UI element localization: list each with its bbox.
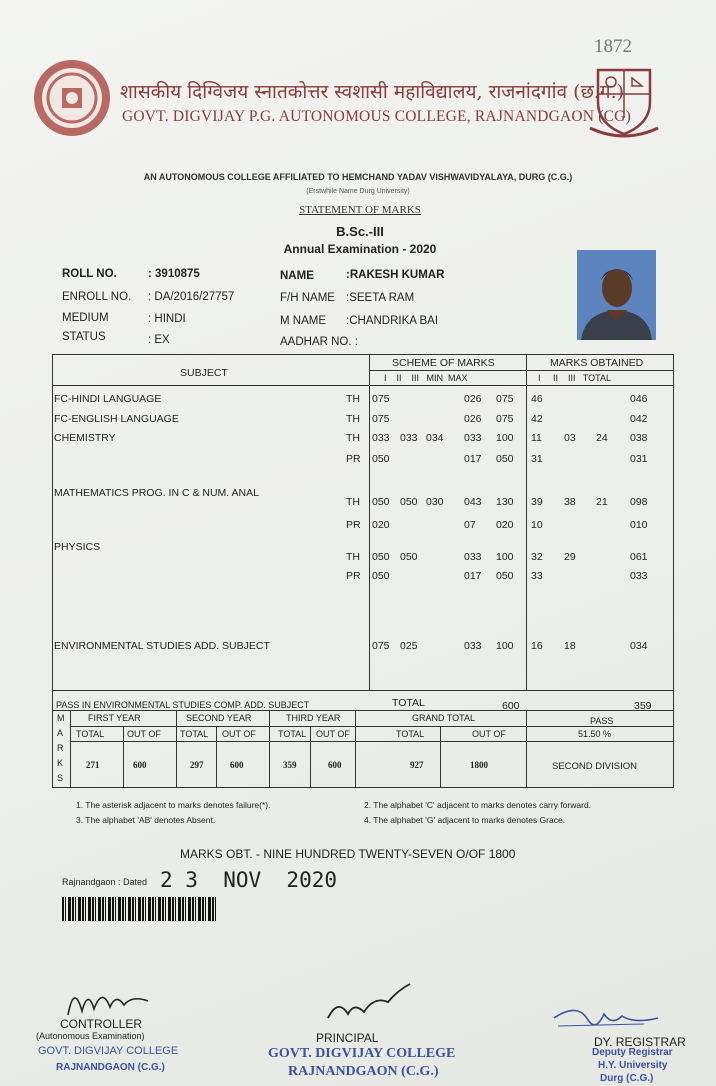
marks-in-words: MARKS OBT. - NINE HUNDRED TWENTY-SEVEN O/OF 1800 <box>180 847 516 861</box>
mark-total: 033 <box>630 570 648 582</box>
mark-max: 050 <box>496 570 514 582</box>
mark-s1: 033 <box>372 432 390 444</box>
sy-outof: 600 <box>230 760 244 770</box>
medium-value: : HINDI <box>148 313 186 325</box>
mark-s2: 033 <box>400 432 418 444</box>
mark-o3: 21 <box>596 496 608 508</box>
subject-name: ENVIRONMENTAL STUDIES ADD. SUBJECT <box>54 640 270 652</box>
principal-title: PRINCIPAL <box>316 1031 379 1045</box>
grand-total-header: GRAND TOTAL <box>412 713 476 723</box>
name-value: :RAKESH KUMAR <box>346 269 445 281</box>
sy-total: 297 <box>190 760 204 770</box>
mark-total: 038 <box>630 432 648 444</box>
mark-s2: 025 <box>400 640 418 652</box>
note-3: 3. The alphabet 'AB' denotes Absent. <box>76 815 216 825</box>
mark-s1: 075 <box>372 640 390 652</box>
mark-min: 033 <box>464 551 482 563</box>
mark-max: 075 <box>496 393 514 405</box>
scheme-header: SCHEME OF MARKS <box>392 357 495 369</box>
mark-min: 033 <box>464 640 482 652</box>
mark-o1: 39 <box>531 496 543 508</box>
medium-label: MEDIUM <box>62 312 109 324</box>
mark-min: 07 <box>464 519 476 531</box>
remarks-letter: S <box>57 773 64 783</box>
percentage: 51.50 % <box>578 729 612 739</box>
mark-total: 046 <box>630 393 648 405</box>
mark-max: 100 <box>496 640 514 652</box>
status-value: : EX <box>148 334 170 346</box>
mark-type: PR <box>346 453 361 465</box>
remarks-letter: A <box>57 728 64 738</box>
aadhar-label: AADHAR NO. : <box>280 336 358 348</box>
registrar-stamp-line2: H.Y. University <box>598 1060 668 1071</box>
registrar-signature <box>548 998 668 1038</box>
mark-total: 010 <box>630 519 648 531</box>
ty-total: 359 <box>283 760 297 770</box>
mark-o3: 24 <box>596 432 608 444</box>
gt-outof-sub: OUT OF <box>472 729 506 739</box>
subject-name: MATHEMATICS PROG. IN C & NUM. ANAL <box>54 487 259 499</box>
registrar-title: DY. REGISTRAR <box>594 1035 686 1049</box>
mark-min: 017 <box>464 570 482 582</box>
roll-label: ROLL NO. <box>62 268 117 280</box>
ty-total-sub: TOTAL <box>278 729 307 739</box>
mark-min: 033 <box>464 432 482 444</box>
erstwhile-name: (Erstwhile Name Durg University) <box>306 188 410 195</box>
mark-total: 042 <box>630 413 648 425</box>
mark-o2: 29 <box>564 551 576 563</box>
mark-type: TH <box>346 413 360 425</box>
mark-type: TH <box>346 496 360 508</box>
gt-total-sub: TOTAL <box>396 729 425 739</box>
principal-stamp-line2: RAJNANDGAON (C.G.) <box>288 1064 439 1079</box>
fh-name-value: :SEETA RAM <box>346 292 415 304</box>
obtained-header: MARKS OBTAINED <box>550 357 644 369</box>
mark-s2: 050 <box>400 496 418 508</box>
fh-name-label: F/H NAME <box>280 292 335 304</box>
mark-max: 020 <box>496 519 514 531</box>
mark-o1: 42 <box>531 413 543 425</box>
total-label: TOTAL <box>392 697 425 709</box>
controller-title: CONTROLLER <box>60 1017 143 1031</box>
ty-outof: 600 <box>328 760 342 770</box>
sy-total-sub: TOTAL <box>180 729 209 739</box>
established-year: 1872 <box>594 36 632 57</box>
division: SECOND DIVISION <box>552 761 637 772</box>
student-photo <box>577 250 656 340</box>
enroll-label: ENROLL NO. <box>62 291 132 303</box>
mark-o1: 16 <box>531 640 543 652</box>
college-name-english: GOVT. DIGVIJAY P.G. AUTONOMOUS COLLEGE, RAJNANDGAON (CG) <box>122 108 631 125</box>
mark-min: 017 <box>464 453 482 465</box>
registrar-stamp-line1: Deputy Registrar <box>592 1047 673 1058</box>
gt-total: 927 <box>410 760 424 770</box>
mark-s1: 075 <box>372 393 390 405</box>
subject-name: CHEMISTRY <box>54 432 116 444</box>
fy-total-sub: TOTAL <box>76 729 105 739</box>
mark-total: 031 <box>630 453 648 465</box>
mark-o1: 46 <box>531 393 543 405</box>
controller-stamp-line1: GOVT. DIGVIJAY COLLEGE <box>38 1045 179 1057</box>
remarks-letter: K <box>57 758 64 768</box>
total-obtained: 359 <box>634 700 652 712</box>
course-name: B.Sc.-III <box>336 224 384 239</box>
mark-o1: 10 <box>531 519 543 531</box>
principal-signature <box>318 978 418 1028</box>
name-label: NAME <box>280 270 314 282</box>
enroll-value: : DA/2016/27757 <box>148 291 235 303</box>
principal-stamp-line1: GOVT. DIGVIJAY COLLEGE <box>268 1046 456 1061</box>
pass-env-note: PASS IN ENVIRONMENTAL STUDIES COMP. ADD. SUBJECT <box>56 700 310 710</box>
mark-o2: 18 <box>564 640 576 652</box>
fy-outof: 600 <box>133 760 147 770</box>
mark-type: PR <box>346 570 361 582</box>
registrar-stamp-line3: Durg (C.G.) <box>600 1073 654 1084</box>
total-max: 600 <box>502 700 520 712</box>
exam-name: Annual Examination - 2020 <box>283 242 437 256</box>
note-4: 4. The alphabet 'G' adjacent to marks denotes Grace. <box>364 815 566 825</box>
controller-stamp-line2: RAJNANDGAON (C.G.) <box>56 1062 165 1073</box>
affiliation-line: AN AUTONOMOUS COLLEGE AFFILIATED TO HEMCHAND YADAV VISHWAVIDYALAYA, DURG (C.G.) <box>143 172 573 182</box>
mark-o1: 33 <box>531 570 543 582</box>
mark-total: 061 <box>630 551 648 563</box>
mark-o2: 38 <box>564 496 576 508</box>
controller-subtitle: (Autonomous Examination) <box>36 1031 145 1041</box>
mark-s1: 020 <box>372 519 390 531</box>
note-2: 2. The alphabet 'C' adjacent to marks denotes carry forward. <box>364 800 592 810</box>
status-label: STATUS <box>62 331 106 343</box>
mark-s1: 075 <box>372 413 390 425</box>
remarks-letter: R <box>57 743 64 753</box>
mark-max: 075 <box>496 413 514 425</box>
fy-total: 271 <box>86 760 100 770</box>
mark-type: TH <box>346 393 360 405</box>
m-name-label: M NAME <box>280 315 326 327</box>
college-name-hindi: शासकीय दिग्विजय स्नातकोत्तर स्वशासी महाविद्यालय, राजनांदगांव (छ.ग.) <box>120 81 625 103</box>
remarks-letter: M <box>57 713 65 723</box>
mark-s3: 030 <box>426 496 444 508</box>
mark-min: 026 <box>464 413 482 425</box>
mark-max: 050 <box>496 453 514 465</box>
scheme-columns: I II III MIN MAX <box>384 373 468 383</box>
gt-outof: 1800 <box>470 760 488 770</box>
mark-o1: 11 <box>531 432 542 444</box>
mark-min: 026 <box>464 393 482 405</box>
mark-s1: 050 <box>372 551 390 563</box>
mark-o2: 03 <box>564 432 576 444</box>
mark-o1: 32 <box>531 551 543 563</box>
mark-total: 098 <box>630 496 648 508</box>
obtained-columns: I II III TOTAL <box>538 373 612 383</box>
subject-header: SUBJECT <box>180 367 228 379</box>
barcode <box>62 897 216 921</box>
third-year-header: THIRD YEAR <box>286 713 341 723</box>
subject-name: PHYSICS <box>54 541 101 553</box>
mark-s1: 050 <box>372 496 390 508</box>
mark-s2: 050 <box>400 551 418 563</box>
first-year-header: FIRST YEAR <box>88 713 141 723</box>
roll-value: : 3910875 <box>148 268 200 280</box>
mark-max: 100 <box>496 551 514 563</box>
dated-value: 2 3 NOV 2020 <box>160 868 338 892</box>
sy-outof-sub: OUT OF <box>222 729 256 739</box>
fy-outof-sub: OUT OF <box>127 729 161 739</box>
mark-s1: 050 <box>372 453 390 465</box>
note-1: 1. The asterisk adjacent to marks denotes failure(*). <box>76 800 271 810</box>
mark-type: PR <box>346 519 361 531</box>
m-name-value: :CHANDRIKA BAI <box>346 315 439 327</box>
subject-name: FC-ENGLISH LANGUAGE <box>54 413 179 425</box>
second-year-header: SECOND YEAR <box>186 713 252 723</box>
mark-o1: 31 <box>531 453 543 465</box>
pass-label: PASS <box>590 716 614 726</box>
mark-max: 100 <box>496 432 514 444</box>
mark-type: TH <box>346 551 360 563</box>
mark-max: 130 <box>496 496 514 508</box>
mark-total: 034 <box>630 640 648 652</box>
dated-label: Rajnandgaon : Dated <box>62 877 148 887</box>
mark-s3: 034 <box>426 432 444 444</box>
mark-s1: 050 <box>372 570 390 582</box>
ty-outof-sub: OUT OF <box>316 729 350 739</box>
college-seal-icon <box>32 58 112 138</box>
subject-name: FC-HINDI LANGUAGE <box>54 393 162 405</box>
mark-type: TH <box>346 432 360 444</box>
mark-min: 043 <box>464 496 482 508</box>
statement-title: STATEMENT OF MARKS <box>299 204 421 216</box>
